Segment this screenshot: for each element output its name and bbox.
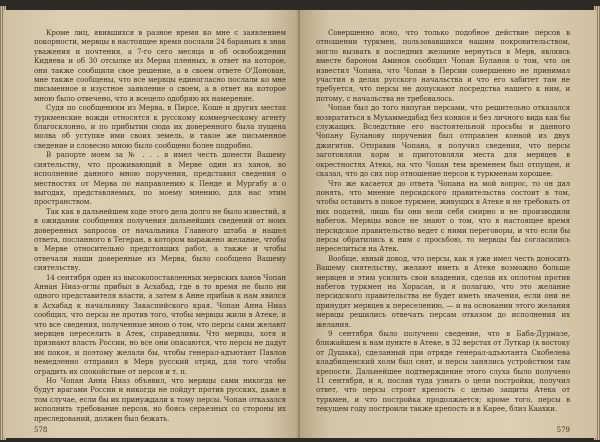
- right-page-number: 579: [556, 426, 570, 434]
- right-paragraph: Чопан был до того напуган персами, что решительно отказался возвратиться в Мухаммедабад без конвоя и без личного вида как бы служащих. Вследствие его настоятельной просьбы и данного Чопану Буланову поручения был отправлен конвой из двух джигитов. Отправив Чопана, я получил сведения, что персы заготовляли корм и приготовляли места для мервцев в окрестностях Атека, на что Чопан тем временем был отпущен, и сказал, что до сих пор отношение персов к туркменам хорошее.: [316, 103, 570, 179]
- left-paragraph: Кроме лиц, явившихся в разное время ко мне с заявлением покорности, мервцы в настоящее время послали 24 бараньих в знак уважения и почтения, а 7-го сего месяца и об освобождении Кидяева и об 30 отсылке из Мерва пленных, в ответ на которое, они также сообщили свое решение, а в своем ответе О'Донован, мне также сообщены, что все мервцы единогласно послали ко мне письменное и изустное заявление о своем, а в ответ на которое мною было отвечено, что я всецело одобряю их намерение.: [34, 28, 286, 103]
- left-page: [4, 10, 300, 438]
- right-paragraph: Вообще, явный довод, что персы, как я уже имел честь доносить Вашему сиятельству, желают иметь в Атеке возможно больше мервцев и этим усилить свои владения, сделав их оплотом против набегов туркмен на Хорасан, и я полагаю, что это желание персидского правительства не будет иметь значения, если они не принудят мервцев к переселению, — и на основании этого желания мервцы решились отвечать персам отказом до исполнения их желания.: [316, 253, 570, 329]
- left-paragraph: 14 сентября один из высокопоставленных мервских ханов Чопан Аннан Ниаз-оглы прибыл в Асхабад, где в то время не было ни одного представителя власти, а затем в Анне прибыв к нам явился в Асхабад к начальнику Закаспийского края. Чопан Анна Ниаз сообщил, что персы не против того, чтобы мервцы жили в Атеке, и что все сведения, полученные мною о том, что персы сами желают мервцев переселить в Атек, справедливы. Что мервцы, хотя и признают власть России, но все они опасаются, что персы не дадут им покоя, и поэтому желали бы, чтобы генерал-адъютант Павлов немедленно отправил в Мерв русский отряд, для того чтобы оградить их спокойствие от персов и т. п.: [34, 272, 286, 376]
- right-page-text: [316, 28, 570, 414]
- left-paragraph: В рапорте моем за № . . . я имел честь донести Вашему сиятельству, что проживающий в Мерве один из ханов, во исполнение данного мною поручения, представил сведения о местностях от Мерва по направлению к Пенде и Мургабу и о выгодах, представляемых, по моему мнению, для нас этим пространством.: [34, 150, 286, 207]
- left-paragraph: Так как в дальнейшем ходе этого дела долго не было известий, я в ожидании сообщения получения дальнейших сведений от моих доверенных запросов от начальника Главного штаба и нашел ответа, посланного в Тегеран, в котором выражено желание, чтобы в Мерве относительно предстоящих работ, а также и чтобы отвечали наши доверенные из Мерва, было сообщено Вашему сиятельству.: [34, 206, 286, 273]
- left-paragraph: Судя по сообщениям из Мерва, в Пирсе, Коше и других местах туркменские вожди относятся к русскому коммерческому агенту благосклонно, и по прибытии сюда их доверенного была пущена молва об уступке ими своих земель, и такое же письменное сведение и словесно мною было сообщено более подробно.: [34, 103, 286, 150]
- left-page-text: [34, 28, 286, 423]
- right-paragraph: Совершенно ясно, что только подобное действие персов в отношении туркмен, пользовавшихся нашим покровительством, могло вызвать в последних желание вернуться в Мерв, являясь вместе бароном Аминов сообщил Чопан Буланов о том, что он известил Чопана, что Чопан в Персии совершенно не принимал участия в делах русского начальства и что его хабитет там не требуется, что персы не допускают посредства нашего к ним, и потому, с начальства не требовалось.: [316, 28, 570, 103]
- left-page-number: 578: [34, 426, 48, 434]
- right-paragraph: Что же касается до ответа Чопана на мой вопрос, то он дал понять, что мнение персидского правительства состоит в том, чтобы оставить в покое туркмен, живущих в Атеке и не требовать от них податей, лишь бы они вели себя смирно и не производили набегов. Мервцы вовсе не знают о том, что в настоящее время персидское правительство ведет с ними переговоры, и что если бы персы обратились к ним с просьбою, то мервцы бы согласились переселиться на Атек.: [316, 178, 570, 254]
- left-paragraph: Но Чопан Анна Ниаз объявил, что мервцы сами никогда не будут врагами России и никогда не пойдут против русских, даже в том случае, если бы их принуждали к тому персы. Чопан отказался исполнить требование персов, но боясь серьезных со стороны их преследований, должен был бежать.: [34, 376, 286, 423]
- right-paragraph: 9 сентября было получено сведение, что в Баба-Дурмазе, ближайшем к нам пункте в Атеке, в 32 верстах от Луткар (к востоку от Душака), сделанный при отряде генерал-адъютанта Скобелева кладбищенский холм был снят, и персы занялись устройством там крепости. Дальнейшее подтверждение этого слуха было получено 11 сентября, и я, послав туда узнать о цели постройки, получил ответ, что персы строят крепость с целью защиты Атека от туркмен, и что постройка продолжается; кроме того, персы в текущем году построили также крепость и в Карее, близ Каахки.: [316, 329, 570, 414]
- right-page: [300, 10, 596, 438]
